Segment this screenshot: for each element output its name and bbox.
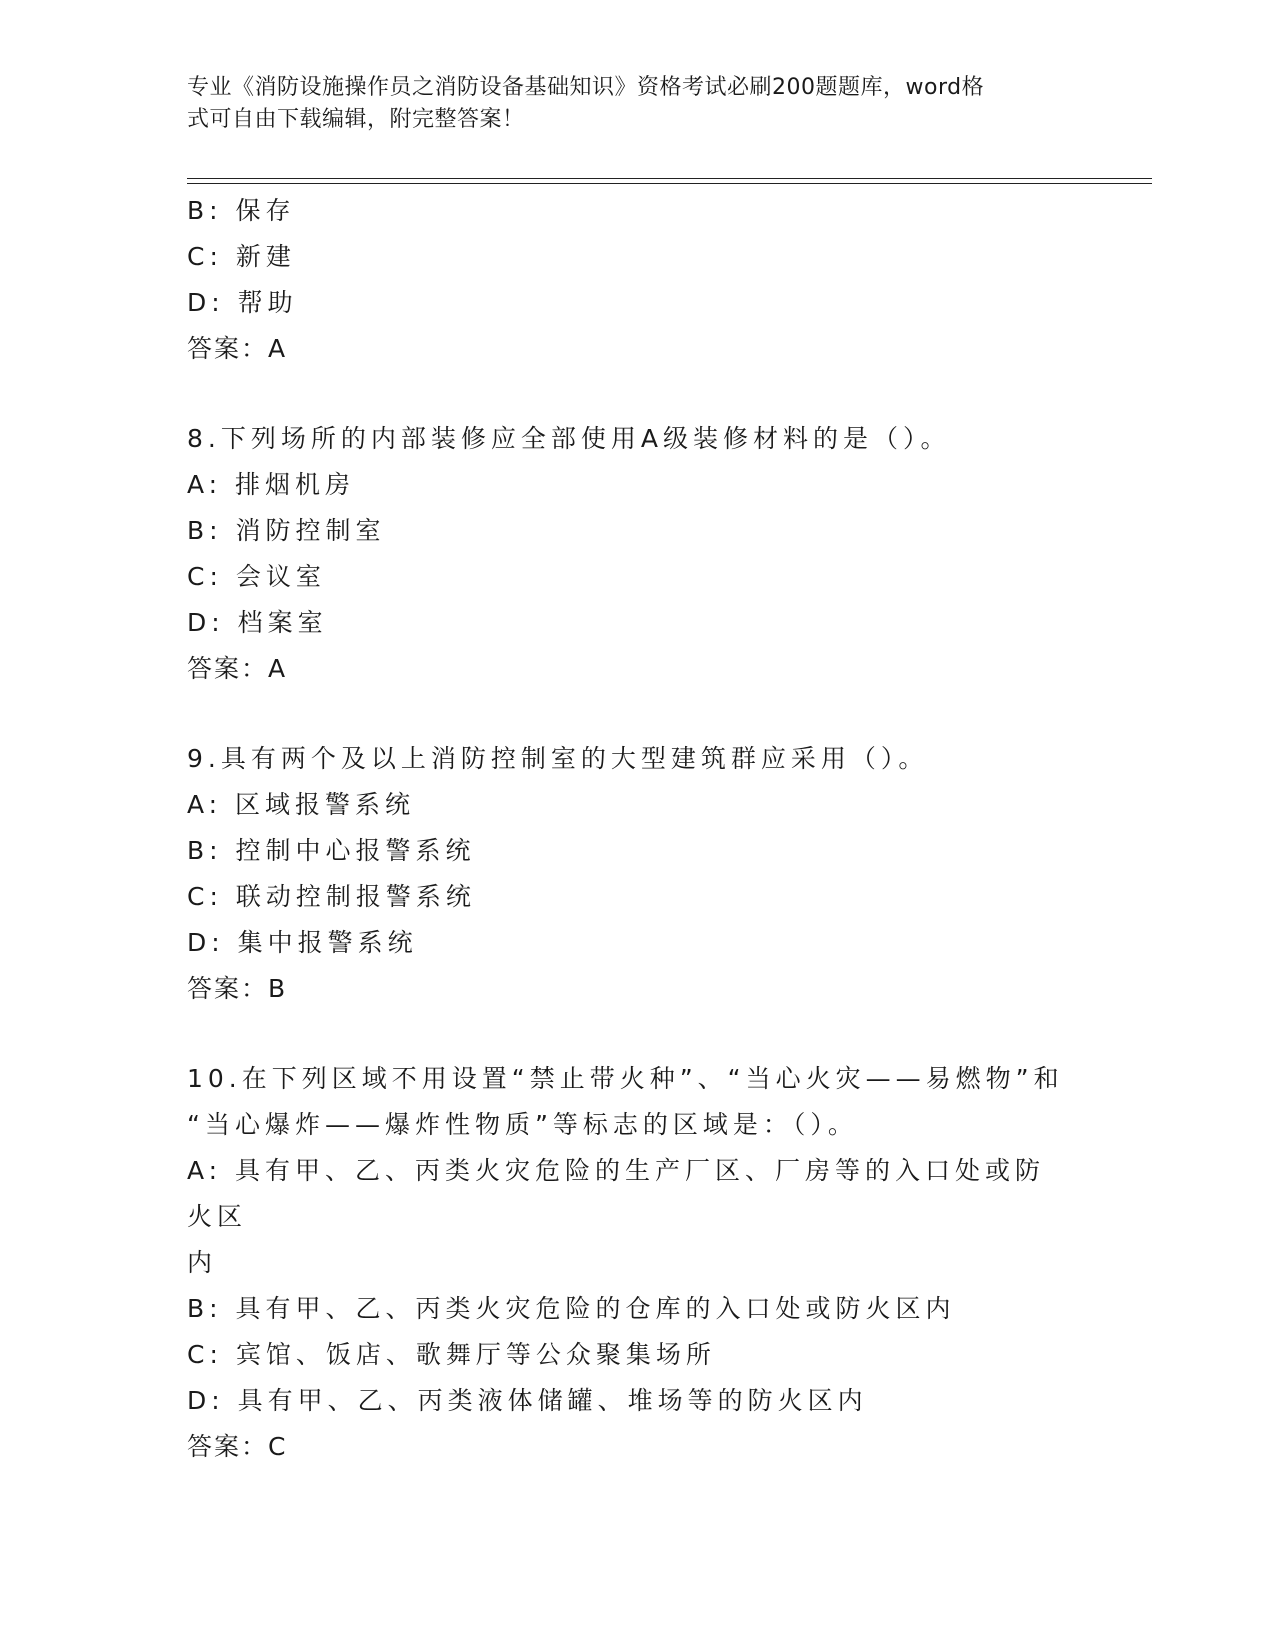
question-text: 9.具有两个及以上消防控制室的大型建筑群应采用（）。 bbox=[187, 744, 929, 773]
document-header bbox=[187, 72, 1067, 136]
option-a-line-2: 内 bbox=[187, 1248, 218, 1277]
header-divider-bottom bbox=[187, 183, 1152, 184]
option-a: A: 排烟机房 bbox=[187, 470, 356, 499]
option-b: B: 具有甲、乙、丙类火灾危险的仓库的入口处或防火区内 bbox=[187, 1294, 956, 1323]
header-line-2: 式可自由下载编辑，附完整答案！ bbox=[187, 107, 525, 132]
option-d: D: 集中报警系统 bbox=[187, 928, 418, 957]
question-10 bbox=[187, 1056, 1067, 1470]
question-7-tail bbox=[187, 188, 1067, 372]
answer: 答案：A bbox=[187, 654, 288, 683]
question-text: 8.下列场所的内部装修应全部使用A级装修材料的是（）。 bbox=[187, 424, 951, 453]
answer: 答案：C bbox=[187, 1432, 288, 1461]
option-c: C: 联动控制报警系统 bbox=[187, 882, 476, 911]
spacer bbox=[187, 1012, 1067, 1056]
option-b: B: 消防控制室 bbox=[187, 516, 386, 545]
option-c: C: 宾馆、饭店、歌舞厅等公众聚集场所 bbox=[187, 1340, 716, 1369]
question-8 bbox=[187, 416, 1067, 692]
document-body bbox=[187, 188, 1067, 1470]
spacer bbox=[187, 692, 1067, 736]
option-d: D: 具有甲、乙、丙类液体储罐、堆场等的防火区内 bbox=[187, 1386, 868, 1415]
spacer bbox=[187, 372, 1067, 416]
question-text-line-2: “当心爆炸——爆炸性物质”等标志的区域是：（）。 bbox=[187, 1110, 858, 1139]
header-divider-top bbox=[187, 178, 1152, 179]
option-d: D: 档案室 bbox=[187, 608, 328, 637]
option-b: B: 保存 bbox=[187, 196, 296, 225]
option-d: D: 帮助 bbox=[187, 288, 298, 317]
question-text-line-1: 10.在下列区域不用设置“禁止带火种”、“当心火灾——易燃物”和 bbox=[187, 1064, 1064, 1093]
answer: 答案：A bbox=[187, 334, 288, 363]
option-c: C: 新建 bbox=[187, 242, 296, 271]
header-line-1: 专业《消防设施操作员之消防设备基础知识》资格考试必刷200题题库，word格 bbox=[187, 75, 985, 100]
question-9 bbox=[187, 736, 1067, 1012]
option-a: A: 区域报警系统 bbox=[187, 790, 416, 819]
answer: 答案：B bbox=[187, 974, 288, 1003]
option-c: C: 会议室 bbox=[187, 562, 326, 591]
option-a-line-1: A: 具有甲、乙、丙类火灾危险的生产厂区、厂房等的入口处或防火区 bbox=[187, 1156, 1046, 1231]
option-b: B: 控制中心报警系统 bbox=[187, 836, 476, 865]
